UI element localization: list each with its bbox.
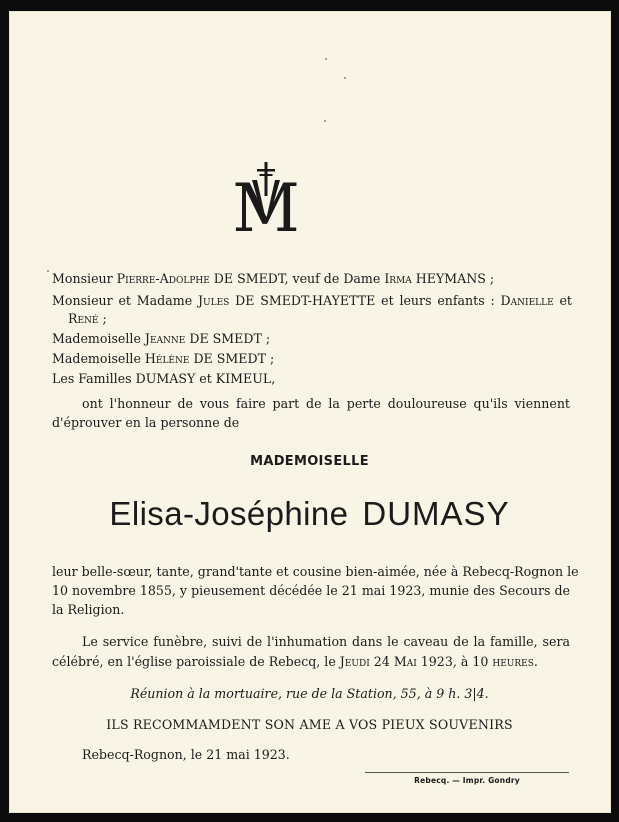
deceased-first-names: Elisa-Joséphine — [109, 495, 349, 532]
announcement-line-2: d'éprouver en la personne de — [52, 415, 240, 430]
meeting-line: Réunion à la mortuaire, rue de la Station, 55, à 9 h. 3|4. — [130, 686, 489, 701]
marian-monogram-icon — [226, 162, 306, 238]
recommendation-line: ILS RECOMMAMDENT SON AME A VOS PIEUX SOUVENIRS — [106, 717, 513, 732]
paper-speck — [325, 58, 327, 60]
service-line-2: célébré, en l'église paroissiale de Rebecq, le Jeudi 24 Mai 1923, à 10 heures. — [52, 654, 538, 669]
place-date-line: Rebecq-Rognon, le 21 mai 1923. — [82, 747, 290, 762]
paper-speck — [324, 120, 326, 122]
deceased-title: MADEMOISELLE — [250, 454, 369, 469]
monogram-letter: M — [232, 170, 300, 238]
family-line-3: René ; — [68, 311, 107, 326]
family-line-2: Monsieur et Madame Jules DE SMEDT-HAYETTE et leurs enfants : Danielle et — [52, 293, 572, 308]
service-line-1: Le service funèbre, suivi de l'inhumation dans le caveau de la famille, sera — [82, 634, 570, 649]
family-line-5: Mademoiselle Hélène DE SMEDT ; — [52, 351, 275, 366]
details-line-1: leur belle-sœur, tante, grand'tante et cousine bien-aimée, née à Rebecq-Rognon le — [52, 564, 579, 579]
details-line-3: la Religion. — [52, 602, 125, 617]
family-line-6: Les Familles DUMASY et KIMEUL, — [52, 371, 276, 386]
printer-rule — [365, 772, 569, 773]
family-line-4: Mademoiselle Jeanne DE SMEDT ; — [52, 331, 271, 346]
paper-speck — [47, 270, 49, 272]
deceased-surname: DUMASY — [362, 495, 510, 532]
announcement-line-1: ont l'honneur de vous faire part de la perte douloureuse qu'ils viennent — [82, 396, 570, 411]
deceased-name — [0, 494, 619, 534]
details-line-2: 10 novembre 1855, y pieusement décédée le 21 mai 1923, munie des Secours de — [52, 583, 570, 598]
family-line-1: Monsieur Pierre-Adolphe DE SMEDT, veuf de Dame Irma HEYMANS ; — [52, 271, 495, 286]
paper-speck — [344, 77, 346, 79]
printer-credit: Rebecq. — Impr. Gondry — [414, 776, 520, 785]
